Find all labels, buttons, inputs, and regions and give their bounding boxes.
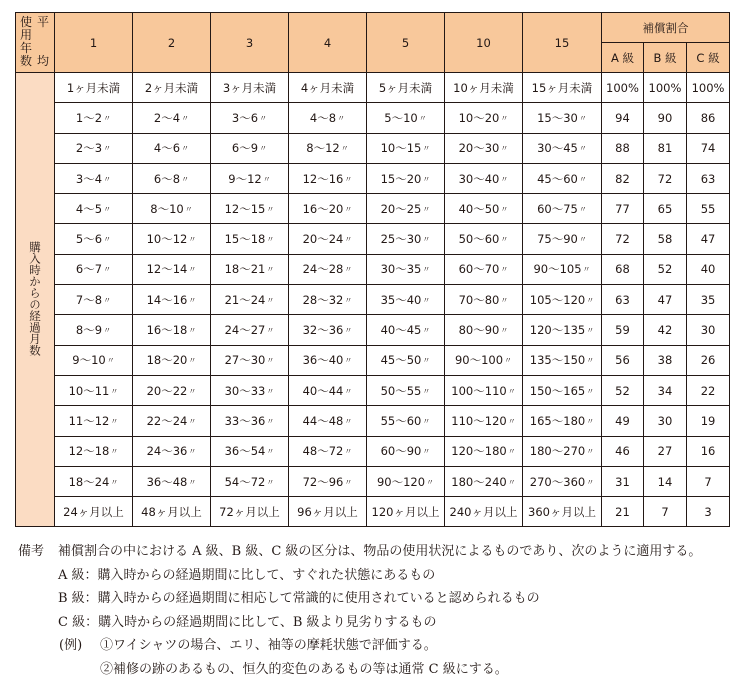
ditto-mark: 〃 bbox=[110, 416, 119, 426]
months-cell: 90〜120〃 bbox=[367, 466, 445, 496]
rate-cell-grade-c: 30 bbox=[687, 315, 730, 345]
rate-cell-grade-c: 63 bbox=[687, 163, 730, 193]
rate-cell-grade-a: 100% bbox=[602, 73, 644, 103]
remarks-intro-line bbox=[18, 540, 738, 564]
months-cell: 80〜90〃 bbox=[445, 315, 523, 345]
rate-cell-grade-c: 19 bbox=[687, 406, 730, 436]
header-year-10: 10 bbox=[445, 13, 523, 73]
months-cell: 50〜55〃 bbox=[367, 375, 445, 405]
ditto-mark: 〃 bbox=[188, 386, 197, 396]
ditto-mark: 〃 bbox=[586, 386, 595, 396]
ditto-mark: 〃 bbox=[266, 356, 275, 366]
months-cell: 75〜90〃 bbox=[523, 224, 602, 254]
ditto-mark: 〃 bbox=[188, 295, 197, 305]
months-cell: 4〜5〃 bbox=[55, 194, 133, 224]
months-cell: 45〜50〃 bbox=[367, 345, 445, 375]
ditto-mark: 〃 bbox=[422, 144, 431, 154]
rate-cell-grade-b: 58 bbox=[644, 224, 687, 254]
ditto-mark: 〃 bbox=[578, 144, 587, 154]
ditto-mark: 〃 bbox=[103, 144, 112, 154]
rate-cell-grade-c: 16 bbox=[687, 436, 730, 466]
ditto-mark: 〃 bbox=[500, 144, 509, 154]
remarks-example-2: ②補修の跡のあるもの、恒久的変色のあるもの等は通常 C 級にする。 bbox=[100, 661, 508, 677]
ditto-mark: 〃 bbox=[103, 235, 112, 245]
ditto-mark: 〃 bbox=[586, 477, 595, 487]
ditto-mark: 〃 bbox=[259, 113, 268, 123]
months-cell: 40〜45〃 bbox=[367, 315, 445, 345]
rate-cell-grade-c: 35 bbox=[687, 285, 730, 315]
months-cell: 60〜75〃 bbox=[523, 194, 602, 224]
months-cell: 96ヶ月以上 bbox=[289, 497, 367, 527]
ditto-mark: 〃 bbox=[188, 356, 197, 366]
ditto-mark: 〃 bbox=[344, 265, 353, 275]
months-cell: 1〜2〃 bbox=[55, 103, 133, 133]
rate-cell-grade-b: 90 bbox=[644, 103, 687, 133]
header-year-15: 15 bbox=[523, 13, 602, 73]
months-cell: 25〜30〃 bbox=[367, 224, 445, 254]
months-cell: 2ヶ月未満 bbox=[133, 73, 211, 103]
months-cell: 20〜30〃 bbox=[445, 133, 523, 163]
ditto-mark: 〃 bbox=[103, 174, 112, 184]
table-row bbox=[16, 103, 730, 133]
rate-cell-grade-a: 49 bbox=[602, 406, 644, 436]
months-cell: 20〜25〃 bbox=[367, 194, 445, 224]
rate-cell-grade-c: 55 bbox=[687, 194, 730, 224]
header-year-5: 5 bbox=[367, 13, 445, 73]
months-cell: 110〜120〃 bbox=[445, 406, 523, 436]
months-cell: 60〜70〃 bbox=[445, 254, 523, 284]
ditto-mark: 〃 bbox=[500, 326, 509, 336]
ditto-mark: 〃 bbox=[507, 477, 516, 487]
months-cell: 30〜35〃 bbox=[367, 254, 445, 284]
ditto-mark: 〃 bbox=[181, 113, 190, 123]
rate-cell-grade-c: 74 bbox=[687, 133, 730, 163]
ditto-mark: 〃 bbox=[266, 265, 275, 275]
months-cell: 36〜40〃 bbox=[289, 345, 367, 375]
months-cell: 120ヶ月以上 bbox=[367, 497, 445, 527]
ditto-mark: 〃 bbox=[578, 235, 587, 245]
ditto-mark: 〃 bbox=[259, 144, 268, 154]
rate-cell-grade-c: 100% bbox=[687, 73, 730, 103]
months-cell: 15〜18〃 bbox=[211, 224, 289, 254]
rate-cell-grade-b: 72 bbox=[644, 163, 687, 193]
ditto-mark: 〃 bbox=[103, 204, 112, 214]
table-row bbox=[16, 133, 730, 163]
table-row bbox=[16, 285, 730, 315]
ditto-mark: 〃 bbox=[422, 386, 431, 396]
months-cell: 48ヶ月以上 bbox=[133, 497, 211, 527]
months-cell: 30〜45〃 bbox=[523, 133, 602, 163]
rate-cell-grade-c: 86 bbox=[687, 103, 730, 133]
ditto-mark: 〃 bbox=[507, 416, 516, 426]
months-cell: 100〜110〃 bbox=[445, 375, 523, 405]
months-cell: 10ヶ月未満 bbox=[445, 73, 523, 103]
rate-cell-grade-a: 72 bbox=[602, 224, 644, 254]
ditto-mark: 〃 bbox=[504, 356, 513, 366]
ditto-mark: 〃 bbox=[188, 477, 197, 487]
ditto-mark: 〃 bbox=[586, 447, 595, 457]
table-row bbox=[16, 345, 730, 375]
months-cell: 7〜8〃 bbox=[55, 285, 133, 315]
months-cell: 54〜72〃 bbox=[211, 466, 289, 496]
ditto-mark: 〃 bbox=[507, 447, 516, 457]
months-cell: 10〜20〃 bbox=[445, 103, 523, 133]
rate-cell-grade-a: 31 bbox=[602, 466, 644, 496]
header-grade-a: A 級 bbox=[602, 43, 644, 73]
rate-cell-grade-b: 52 bbox=[644, 254, 687, 284]
months-cell: 72〜96〃 bbox=[289, 466, 367, 496]
ditto-mark: 〃 bbox=[586, 356, 595, 366]
ditto-mark: 〃 bbox=[582, 265, 591, 275]
months-cell: 11〜12〃 bbox=[55, 406, 133, 436]
months-cell: 150〜165〃 bbox=[523, 375, 602, 405]
remarks-grade-c: C 級：購入時からの経過期間に比して、B 級より見劣りするもの bbox=[58, 614, 437, 630]
ditto-mark: 〃 bbox=[262, 174, 271, 184]
months-cell: 36〜54〃 bbox=[211, 436, 289, 466]
months-cell: 24〜27〃 bbox=[211, 315, 289, 345]
rate-cell-grade-a: 77 bbox=[602, 194, 644, 224]
months-cell: 5〜10〃 bbox=[367, 103, 445, 133]
ditto-mark: 〃 bbox=[344, 477, 353, 487]
ditto-mark: 〃 bbox=[266, 477, 275, 487]
header-year-1: 1 bbox=[55, 13, 133, 73]
header-corner-avg-years bbox=[16, 13, 55, 73]
months-cell: 33〜36〃 bbox=[211, 406, 289, 436]
corner-label-use-years: 使 用 年 数 bbox=[20, 15, 33, 68]
months-cell: 12〜14〃 bbox=[133, 254, 211, 284]
months-cell: 16〜18〃 bbox=[133, 315, 211, 345]
ditto-mark: 〃 bbox=[500, 113, 509, 123]
months-cell: 70〜80〃 bbox=[445, 285, 523, 315]
ditto-mark: 〃 bbox=[184, 204, 193, 214]
corner-label-avg-top: 平 bbox=[37, 15, 50, 29]
months-cell: 24ヶ月以上 bbox=[55, 497, 133, 527]
ditto-mark: 〃 bbox=[344, 356, 353, 366]
months-cell: 10〜12〃 bbox=[133, 224, 211, 254]
rate-cell-grade-a: 52 bbox=[602, 375, 644, 405]
ditto-mark: 〃 bbox=[422, 326, 431, 336]
ditto-mark: 〃 bbox=[500, 265, 509, 275]
months-cell: 18〜20〃 bbox=[133, 345, 211, 375]
ditto-mark: 〃 bbox=[266, 204, 275, 214]
months-cell: 5〜6〃 bbox=[55, 224, 133, 254]
header-grade-b: B 級 bbox=[644, 43, 687, 73]
ditto-mark: 〃 bbox=[188, 416, 197, 426]
months-cell: 8〜10〃 bbox=[133, 194, 211, 224]
months-cell: 24〜36〃 bbox=[133, 436, 211, 466]
rate-cell-grade-b: 81 bbox=[644, 133, 687, 163]
months-cell: 2〜4〃 bbox=[133, 103, 211, 133]
months-cell: 35〜40〃 bbox=[367, 285, 445, 315]
ditto-mark: 〃 bbox=[344, 204, 353, 214]
months-cell: 6〜7〃 bbox=[55, 254, 133, 284]
rate-cell-grade-b: 100% bbox=[644, 73, 687, 103]
ditto-mark: 〃 bbox=[422, 416, 431, 426]
ditto-mark: 〃 bbox=[422, 235, 431, 245]
months-cell: 360ヶ月以上 bbox=[523, 497, 602, 527]
months-cell: 40〜44〃 bbox=[289, 375, 367, 405]
months-cell: 10〜11〃 bbox=[55, 375, 133, 405]
months-cell: 21〜24〃 bbox=[211, 285, 289, 315]
months-cell: 15ヶ月未満 bbox=[523, 73, 602, 103]
rate-cell-grade-b: 7 bbox=[644, 497, 687, 527]
ditto-mark: 〃 bbox=[266, 295, 275, 305]
ditto-mark: 〃 bbox=[578, 204, 587, 214]
ditto-mark: 〃 bbox=[344, 447, 353, 457]
rate-cell-grade-c: 40 bbox=[687, 254, 730, 284]
ditto-mark: 〃 bbox=[500, 235, 509, 245]
ditto-mark: 〃 bbox=[110, 477, 119, 487]
months-cell: 14〜16〃 bbox=[133, 285, 211, 315]
months-cell: 8〜9〃 bbox=[55, 315, 133, 345]
ditto-mark: 〃 bbox=[266, 386, 275, 396]
table-row bbox=[16, 254, 730, 284]
rate-cell-grade-b: 14 bbox=[644, 466, 687, 496]
table-row bbox=[16, 375, 730, 405]
table-row bbox=[16, 315, 730, 345]
header-year-4: 4 bbox=[289, 13, 367, 73]
ditto-mark: 〃 bbox=[422, 204, 431, 214]
months-cell: 12〜18〃 bbox=[55, 436, 133, 466]
table-row bbox=[16, 194, 730, 224]
header-compensation-rate: 補償割合 bbox=[602, 13, 730, 43]
rate-cell-grade-b: 38 bbox=[644, 345, 687, 375]
remarks-intro: 補償割合の中における A 級、B 級、C 級の区分は、物品の使用状況によるものであり、次のように適用する。 bbox=[58, 544, 702, 559]
ditto-mark: 〃 bbox=[106, 356, 115, 366]
months-cell: 48〜72〃 bbox=[289, 436, 367, 466]
ditto-mark: 〃 bbox=[266, 447, 275, 457]
ditto-mark: 〃 bbox=[181, 174, 190, 184]
ditto-mark: 〃 bbox=[422, 356, 431, 366]
months-cell: 20〜24〃 bbox=[289, 224, 367, 254]
months-cell: 18〜21〃 bbox=[211, 254, 289, 284]
ditto-mark: 〃 bbox=[500, 295, 509, 305]
months-cell: 40〜50〃 bbox=[445, 194, 523, 224]
ditto-mark: 〃 bbox=[344, 326, 353, 336]
ditto-mark: 〃 bbox=[340, 144, 349, 154]
rate-cell-grade-a: 82 bbox=[602, 163, 644, 193]
side-label-text: 購入時からの経過月数 bbox=[28, 240, 42, 356]
header-year-3: 3 bbox=[211, 13, 289, 73]
months-cell: 5ヶ月未満 bbox=[367, 73, 445, 103]
months-cell: 6〜8〃 bbox=[133, 163, 211, 193]
ditto-mark: 〃 bbox=[422, 447, 431, 457]
table-row bbox=[16, 497, 730, 527]
months-cell: 165〜180〃 bbox=[523, 406, 602, 436]
rate-cell-grade-c: 22 bbox=[687, 375, 730, 405]
months-cell: 32〜36〃 bbox=[289, 315, 367, 345]
ditto-mark: 〃 bbox=[578, 174, 587, 184]
months-cell: 22〜24〃 bbox=[133, 406, 211, 436]
rate-cell-grade-b: 34 bbox=[644, 375, 687, 405]
ditto-mark: 〃 bbox=[188, 326, 197, 336]
ditto-mark: 〃 bbox=[578, 113, 587, 123]
rate-cell-grade-c: 3 bbox=[687, 497, 730, 527]
rate-cell-grade-b: 65 bbox=[644, 194, 687, 224]
months-cell: 60〜90〃 bbox=[367, 436, 445, 466]
ditto-mark: 〃 bbox=[344, 295, 353, 305]
side-label-months-elapsed bbox=[16, 73, 55, 527]
ditto-mark: 〃 bbox=[266, 235, 275, 245]
months-cell: 4〜6〃 bbox=[133, 133, 211, 163]
months-cell: 270〜360〃 bbox=[523, 466, 602, 496]
remarks-label: 備考 bbox=[18, 544, 45, 559]
months-cell: 15〜30〃 bbox=[523, 103, 602, 133]
table-row bbox=[16, 406, 730, 436]
ditto-mark: 〃 bbox=[103, 113, 112, 123]
months-cell: 180〜270〃 bbox=[523, 436, 602, 466]
ditto-mark: 〃 bbox=[344, 416, 353, 426]
ditto-mark: 〃 bbox=[344, 386, 353, 396]
months-cell: 120〜135〃 bbox=[523, 315, 602, 345]
table-row bbox=[16, 163, 730, 193]
months-cell: 2〜3〃 bbox=[55, 133, 133, 163]
ditto-mark: 〃 bbox=[181, 144, 190, 154]
remarks-example-1: (例) ①ワイシャツの場合、エリ、袖等の摩耗状態で評価する。 bbox=[18, 634, 738, 658]
months-cell: 20〜22〃 bbox=[133, 375, 211, 405]
ditto-mark: 〃 bbox=[344, 235, 353, 245]
months-cell: 15〜20〃 bbox=[367, 163, 445, 193]
ditto-mark: 〃 bbox=[188, 447, 197, 457]
ditto-mark: 〃 bbox=[422, 174, 431, 184]
table-row bbox=[16, 73, 730, 103]
months-cell: 30〜33〃 bbox=[211, 375, 289, 405]
corner-label-avg-bottom: 均 bbox=[37, 54, 50, 68]
ditto-mark: 〃 bbox=[266, 326, 275, 336]
header-grade-c: C 級 bbox=[687, 43, 730, 73]
months-cell: 45〜60〃 bbox=[523, 163, 602, 193]
months-cell: 120〜180〃 bbox=[445, 436, 523, 466]
rate-cell-grade-b: 42 bbox=[644, 315, 687, 345]
months-cell: 3〜6〃 bbox=[211, 103, 289, 133]
table-row bbox=[16, 466, 730, 496]
rate-cell-grade-a: 21 bbox=[602, 497, 644, 527]
remarks-grade-b: B 級：購入時からの経過期間に相応して常識的に使用されていると認められるもの bbox=[58, 591, 540, 606]
months-cell: 1ヶ月未満 bbox=[55, 73, 133, 103]
rate-cell-grade-a: 46 bbox=[602, 436, 644, 466]
months-cell: 135〜150〃 bbox=[523, 345, 602, 375]
ditto-mark: 〃 bbox=[426, 477, 435, 487]
rate-cell-grade-a: 56 bbox=[602, 345, 644, 375]
ditto-mark: 〃 bbox=[344, 174, 353, 184]
rate-cell-grade-c: 7 bbox=[687, 466, 730, 496]
months-cell: 6〜9〃 bbox=[211, 133, 289, 163]
ditto-mark: 〃 bbox=[110, 447, 119, 457]
table-row bbox=[16, 224, 730, 254]
rate-cell-grade-c: 47 bbox=[687, 224, 730, 254]
table-body bbox=[16, 73, 730, 527]
ditto-mark: 〃 bbox=[586, 326, 595, 336]
months-cell: 72ヶ月以上 bbox=[211, 497, 289, 527]
ditto-mark: 〃 bbox=[586, 416, 595, 426]
months-cell: 8〜12〃 bbox=[289, 133, 367, 163]
months-cell: 3ヶ月未満 bbox=[211, 73, 289, 103]
ditto-mark: 〃 bbox=[337, 113, 346, 123]
ditto-mark: 〃 bbox=[422, 295, 431, 305]
months-cell: 90〜105〃 bbox=[523, 254, 602, 284]
rate-cell-grade-b: 27 bbox=[644, 436, 687, 466]
ditto-mark: 〃 bbox=[500, 174, 509, 184]
months-cell: 3〜4〃 bbox=[55, 163, 133, 193]
ditto-mark: 〃 bbox=[103, 295, 112, 305]
remarks-grade-a: A 級：購入時からの経過期間に比して、すぐれた状態にあるもの bbox=[58, 567, 436, 583]
months-cell: 24〜28〃 bbox=[289, 254, 367, 284]
months-cell: 55〜60〃 bbox=[367, 406, 445, 436]
example-label: (例) bbox=[59, 638, 83, 653]
months-cell: 9〜12〃 bbox=[211, 163, 289, 193]
rate-cell-grade-a: 68 bbox=[602, 254, 644, 284]
months-cell: 36〜48〃 bbox=[133, 466, 211, 496]
rate-cell-grade-a: 88 bbox=[602, 133, 644, 163]
months-cell: 4ヶ月未満 bbox=[289, 73, 367, 103]
remarks-section bbox=[18, 540, 738, 681]
months-cell: 18〜24〃 bbox=[55, 466, 133, 496]
months-cell: 30〜40〃 bbox=[445, 163, 523, 193]
months-cell: 9〜10〃 bbox=[55, 345, 133, 375]
ditto-mark: 〃 bbox=[110, 386, 119, 396]
header-year-2: 2 bbox=[133, 13, 211, 73]
months-cell: 180〜240〃 bbox=[445, 466, 523, 496]
ditto-mark: 〃 bbox=[266, 416, 275, 426]
months-cell: 10〜15〃 bbox=[367, 133, 445, 163]
ditto-mark: 〃 bbox=[422, 265, 431, 275]
ditto-mark: 〃 bbox=[103, 326, 112, 336]
months-cell: 12〜15〃 bbox=[211, 194, 289, 224]
months-cell: 240ヶ月以上 bbox=[445, 497, 523, 527]
ditto-mark: 〃 bbox=[500, 204, 509, 214]
ditto-mark: 〃 bbox=[418, 113, 427, 123]
rate-cell-grade-a: 59 bbox=[602, 315, 644, 345]
months-cell: 16〜20〃 bbox=[289, 194, 367, 224]
months-cell: 90〜100〃 bbox=[445, 345, 523, 375]
months-cell: 44〜48〃 bbox=[289, 406, 367, 436]
months-cell: 28〜32〃 bbox=[289, 285, 367, 315]
rate-cell-grade-a: 63 bbox=[602, 285, 644, 315]
ditto-mark: 〃 bbox=[507, 386, 516, 396]
months-cell: 4〜8〃 bbox=[289, 103, 367, 133]
months-cell: 12〜16〃 bbox=[289, 163, 367, 193]
rate-cell-grade-a: 94 bbox=[602, 103, 644, 133]
rate-cell-grade-b: 47 bbox=[644, 285, 687, 315]
months-cell: 50〜60〃 bbox=[445, 224, 523, 254]
table-row bbox=[16, 436, 730, 466]
rate-cell-grade-b: 30 bbox=[644, 406, 687, 436]
ditto-mark: 〃 bbox=[586, 295, 595, 305]
ditto-mark: 〃 bbox=[188, 235, 197, 245]
rate-cell-grade-c: 26 bbox=[687, 345, 730, 375]
months-cell: 27〜30〃 bbox=[211, 345, 289, 375]
ditto-mark: 〃 bbox=[103, 265, 112, 275]
compensation-rate-table bbox=[15, 12, 730, 527]
ditto-mark: 〃 bbox=[188, 265, 197, 275]
months-cell: 105〜120〃 bbox=[523, 285, 602, 315]
